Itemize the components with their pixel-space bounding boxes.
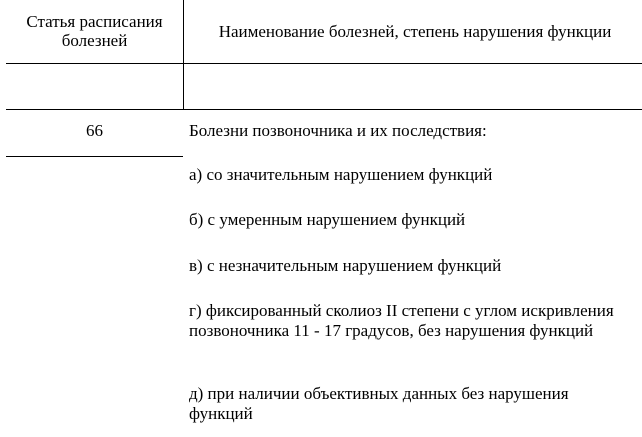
header-col-article: Статья расписания болезней (6, 0, 184, 63)
entry-item-c: в) с незначительным нарушением функций (189, 256, 502, 275)
empty-cell-article (6, 63, 184, 109)
header-row (6, 0, 642, 63)
header-col-disease-name: Наименование болезней, степень нарушения функции (184, 0, 642, 63)
article-number: 66 (86, 121, 103, 140)
empty-cell-disease-name (184, 63, 642, 109)
entry-item-g: г) фиксированный сколиоз II степени с углом искривления позвоночника 11 - 17 градусов, без нарушения функций (189, 301, 614, 340)
article-title: Болезни позвоночника и их последствия: (189, 121, 487, 140)
entry-item-a: а) со значительным нарушением функций (189, 165, 493, 184)
entry-item-d: д) при наличии объективных данных без нарушения функций (189, 384, 569, 423)
empty-row (6, 63, 642, 109)
entry-item-b: б) с умеренным нарушением функций (189, 210, 466, 229)
header-table (6, 0, 642, 110)
article-number-underline (6, 156, 183, 157)
